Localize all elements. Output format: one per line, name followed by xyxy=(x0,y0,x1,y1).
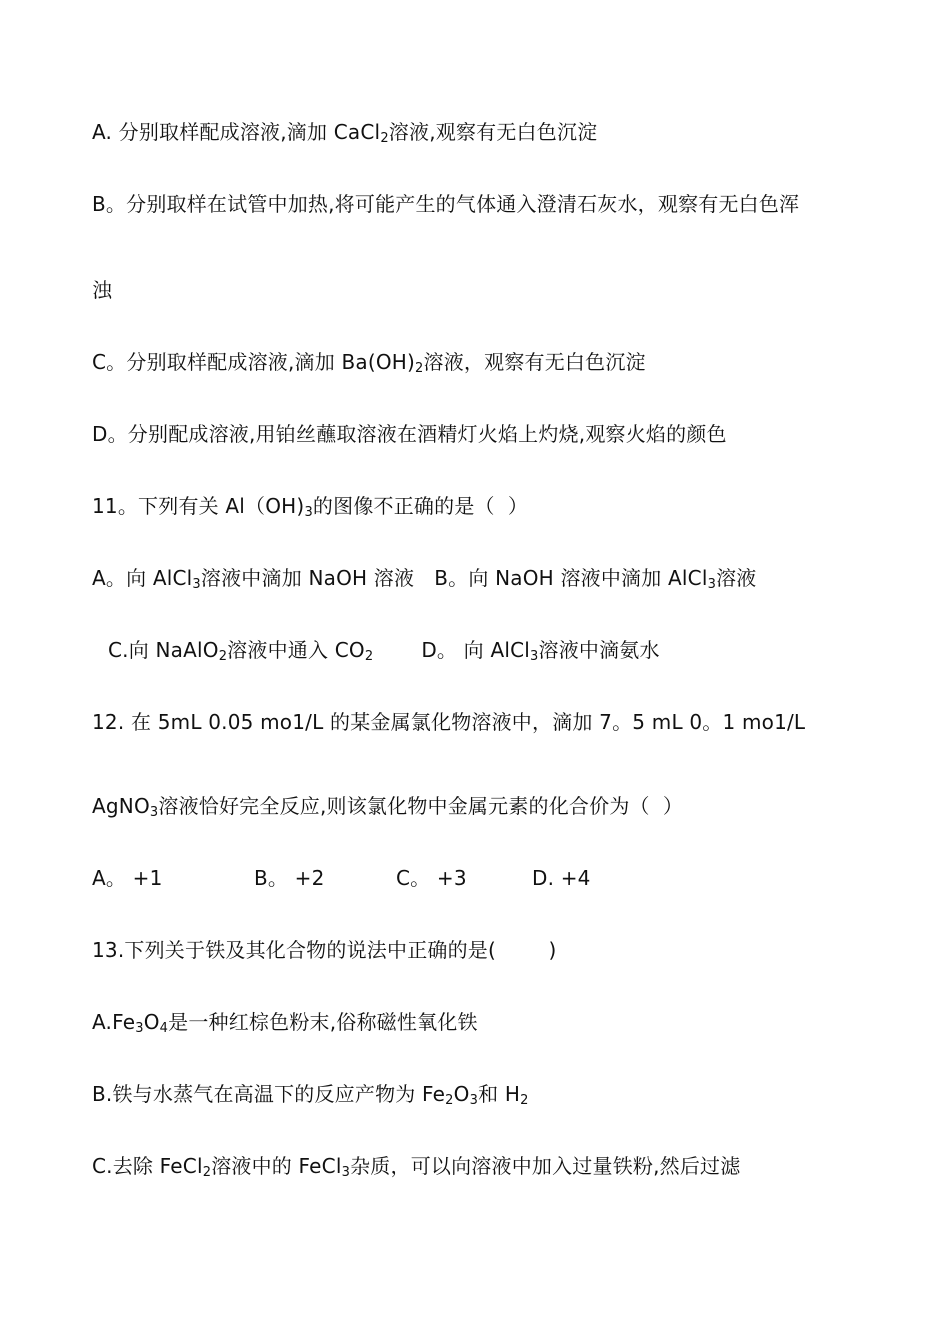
q10-option-a: A. 分别取样配成溶液,滴加 CaCl$_2$溶液,观察有无白色沉淀 xyxy=(92,120,598,146)
q13-option-c: C.去除 FeCl$_2$溶液中的 FeCl$_3$杂质，可以向溶液中加入过量铁粉,然后过滤 xyxy=(92,1154,741,1180)
q12-option-c: C。 +3 xyxy=(396,866,467,890)
q11-option-d: D。 向 AlCl$_3$溶液中滴氨水 xyxy=(421,638,660,664)
q11-options-row2 xyxy=(108,636,660,664)
q11-option-c: C.向 NaAlO$_2$溶液中通入 $CO_2$ xyxy=(108,638,374,664)
q11-options-row1 xyxy=(92,564,756,592)
q12-option-d: D. +4 xyxy=(532,866,591,890)
q12-option-a: A。 +1 xyxy=(92,866,163,890)
q11-option-a: A。向 AlCl$_3$溶液中滴加 NaOH 溶液 xyxy=(92,566,415,592)
q12-option-b: B。 +2 xyxy=(254,866,325,890)
q10-option-b-line1: B。分别取样在试管中加热,将可能产生的气体通入澄清石灰水，观察有无白色浑 xyxy=(92,192,800,216)
q11-stem: 11。下列有关 $Al(OH)_3$的图像不正确的是（ ） xyxy=(92,494,529,520)
q13-option-b: B.铁与水蒸气在高温下的反应产物为 $Fe_2O_3$和 $H_2$ xyxy=(92,1082,529,1108)
q11-option-b: B。向 NaOH 溶液中滴加 AlCl$_3$溶液 xyxy=(434,566,757,592)
q12-stem-line1: 12. 在 5mL 0.05 mo1/L 的某金属氯化物溶液中，滴加 7。5 mL 0。1 mo1/L xyxy=(92,710,806,734)
q13-option-a: $A.Fe_3O_4$是一种红棕色粉末,俗称磁性氧化铁 xyxy=(92,1010,478,1036)
q13-stem: 13.下列关于铁及其化合物的说法中正确的是( ) xyxy=(92,938,557,962)
q12-options xyxy=(92,864,591,892)
q10-option-c: C。分别取样配成溶液,滴加 $Ba(OH)_2$溶液，观察有无白色沉淀 xyxy=(92,350,646,376)
q10-option-b-line2: 浊 xyxy=(92,278,113,302)
q12-stem-line2: AgNO$_3$溶液恰好完全反应,则该氯化物中金属元素的化合价为（ ） xyxy=(92,794,684,820)
q10-option-d: D。分别配成溶液,用铂丝蘸取溶液在酒精灯火焰上灼烧,观察火焰的颜色 xyxy=(92,422,727,446)
